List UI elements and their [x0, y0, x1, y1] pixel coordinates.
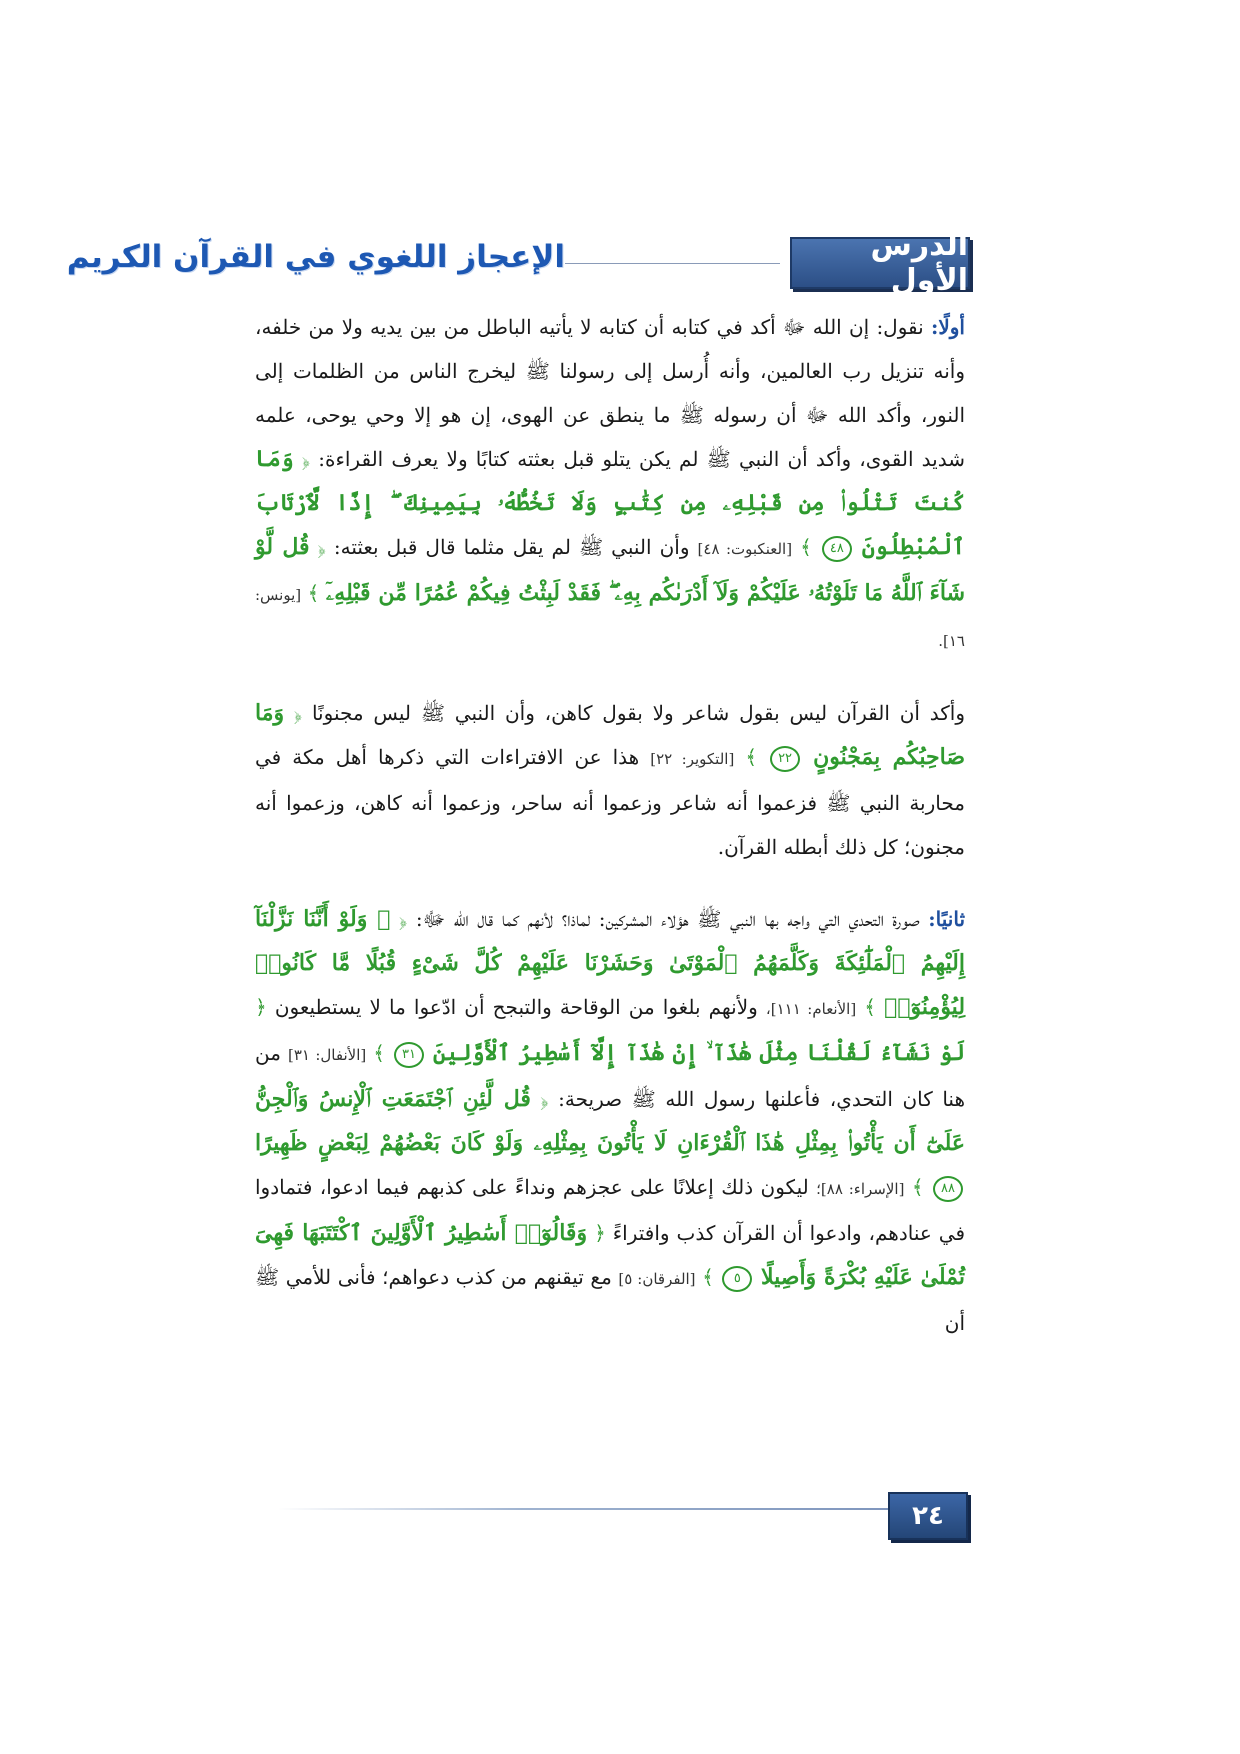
- ayah-number-badge: ٢٢: [770, 746, 800, 772]
- page-number-badge: [888, 1492, 968, 1540]
- page-body: [255, 305, 965, 1373]
- ayah-number-badge: ٣١: [394, 1042, 424, 1068]
- lesson-badge: [790, 228, 970, 298]
- paragraph-third: [255, 897, 965, 1345]
- quran-close-bracket: ﴾: [702, 1265, 714, 1289]
- quran-open-bracket: ﴿: [594, 1221, 606, 1245]
- verse-reference: [العنكبوت: ٤٨]: [697, 540, 793, 558]
- quran-open-bracket: ﴿: [317, 535, 326, 559]
- ayah-number-badge: ٥: [722, 1266, 752, 1292]
- quran-verse: قُل لَّئِنِ ٱجْتَمَعَتِ ٱلْإِنسُ وَٱلْجِنُّ عَلَىٰٓ أَن يَأْتُوا۟ بِمِثْلِ هَٰذَا ٱلْقُرْءَانِ لَا يَأْتُونَ بِمِثْلِهِۦ وَلَوْ كَانَ بَعْضُهُمْ لِبَعْضٍ ظَهِيرًا: [255, 1086, 965, 1156]
- quran-verse: وَمَا صَاحِبُكُم بِمَجْنُونٍ: [255, 700, 965, 770]
- verse-reference: [الأنعام: ١١١]،: [765, 1000, 857, 1018]
- verse-reference: [الفرقان: ٥]: [618, 1270, 696, 1288]
- quran-close-bracket: ﴾: [307, 581, 320, 605]
- quran-close-bracket: ﴾: [911, 1175, 924, 1199]
- footer-divider: [278, 1508, 888, 1510]
- verse-reference: [يونس: ١٦].: [255, 586, 965, 650]
- quran-verse: وَمَا كُنتَ تَتْلُوا۟ مِن قَبْلِهِۦ مِن كِتَٰبٍ وَلَا تَخُطُّهُۥ بِيَمِينِكَ ۖ إِذًا لَّٱرْتَابَ ٱلْمُبْطِلُونَ: [255, 446, 965, 560]
- page-header: [66, 228, 970, 298]
- section-lead-second: ثانيًا:: [928, 907, 966, 931]
- quran-verse: قُل لَّوْ شَآءَ ٱللَّهُ مَا تَلَوْتُهُۥ عَلَيْكُمْ وَلَآ أَدْرَىٰكُم بِهِۦ ۖ فَقَدْ لَبِثْتُ فِيكُمْ عُمُرًا مِّن قَبْلِهِۦٓ: [255, 534, 966, 606]
- body-text: من هنا كان التحدي، فأعلنها رسول الله ﷺ صريحة:: [255, 1041, 965, 1111]
- paragraph-second: [255, 691, 965, 869]
- page-number: ٢٤: [912, 1501, 944, 1531]
- body-text: ليكون ذلك إعلانًا على عجزهم ونداءً على كذبهم فيما ادعوا، فتمادوا في عنادهم، وادعوا أن القرآن كذب وافتراءً: [255, 1175, 966, 1245]
- book-title: الإعجاز اللغوي في القرآن الكريم: [66, 239, 565, 275]
- ayah-number-badge: ٤٨: [822, 536, 852, 562]
- body-text: وأكد أن القرآن ليس بقول شاعر ولا بقول كاهن، وأن النبي ﷺ ليس مجنونًا: [311, 701, 965, 725]
- verse-reference: [الأنفال: ٣١]: [287, 1046, 367, 1064]
- verse-reference: [التكوير: ٢٢]: [650, 750, 735, 768]
- body-text: وأن النبي ﷺ لم يقل مثلما قال قبل بعثته:: [333, 535, 690, 559]
- body-text: هذا عن الافتراءات التي ذكرها أهل مكة في محاربة النبي ﷺ فزعموا أنه شاعر وزعموا أنه ساحر، وزعموا أنه كاهن، وزعموا أنه مجنون؛ كل ذلك أبطله القرآن.: [255, 745, 965, 859]
- section-lead-first: أولًا:: [930, 315, 965, 339]
- quran-close-bracket: ﴾: [864, 995, 877, 1019]
- quran-verse: وَقَالُوٓا۟ أَسَٰطِيرُ ٱلْأَوَّلِينَ ٱكْتَتَبَهَا فَهِىَ تُمْلَىٰ عَلَيْهِ بُكْرَةً وَأَصِيلًا: [255, 1220, 966, 1290]
- quran-open-bracket: ﴿: [293, 701, 303, 725]
- verse-reference: [الإسراء: ٨٨]؛: [816, 1180, 905, 1198]
- quran-open-bracket: ﴿: [255, 995, 267, 1019]
- body-text: صورة التحدي التي واجه بها النبي ﷺ هؤلاء المشركين: لماذا؟ لأنهم كما قال الله ﷻ:: [415, 907, 920, 931]
- quran-close-bracket: ﴾: [373, 1041, 385, 1065]
- header-divider: [565, 263, 780, 264]
- quran-close-bracket: ﴾: [800, 535, 812, 559]
- body-text: مع تيقنهم من كذب دعواهم؛ فأنى للأمي ﷺ أن: [255, 1265, 965, 1335]
- body-text: نقول: إن الله ﷻ أكد في كتابه أن كتابه لا يأتيه الباطل من بين يديه ولا من خلفه، وأنه تنزيل رب العالمين، وأنه أُرسل إلى رسولنا ﷺ ليخرج الناس من الظلمات إلى النور، وأكد الله ﷻ أن رسوله ﷺ ما ينطق عن الهوى، إن هو إلا وحي يوحى، علمه شديد القوى، وأكد أن النبي ﷺ لم يكن يتلو قبل بعثته كتابًا ولا يعرف القراءة:: [255, 315, 966, 471]
- body-text: ولأنهم بلغوا من الوقاحة والتبجح أن ادّعوا ما لا يستطيعون: [274, 995, 758, 1019]
- lesson-label: الدرس الأول: [870, 228, 968, 298]
- quran-open-bracket: ﴿: [301, 447, 311, 471]
- quran-close-bracket: ﴾: [745, 745, 758, 769]
- quran-verse: لَوْ نَشَآءُ لَقُلْنَا مِثْلَ هَٰذَآ ۙ إِنْ هَٰذَآ إِلَّآ أَسَٰطِيرُ ٱلْأَوَّلِينَ: [432, 1040, 966, 1066]
- quran-open-bracket: ﴿: [540, 1087, 549, 1111]
- paragraph-first: [255, 305, 965, 663]
- quran-open-bracket: ﴿: [399, 907, 408, 931]
- quran-verse: ۞ وَلَوْ أَنَّنَا نَزَّلْنَآ إِلَيْهِمُ ٱلْمَلَٰٓئِكَةَ وَكَلَّمَهُمُ ٱلْمَوْتَىٰ وَحَشَرْنَا عَلَيْهِمْ كُلَّ شَىْءٍ قُبُلًا مَّا كَانُوا۟ لِيُؤْمِنُوٓا۟: [255, 906, 966, 1020]
- ayah-number-badge: ٨٨: [933, 1176, 963, 1202]
